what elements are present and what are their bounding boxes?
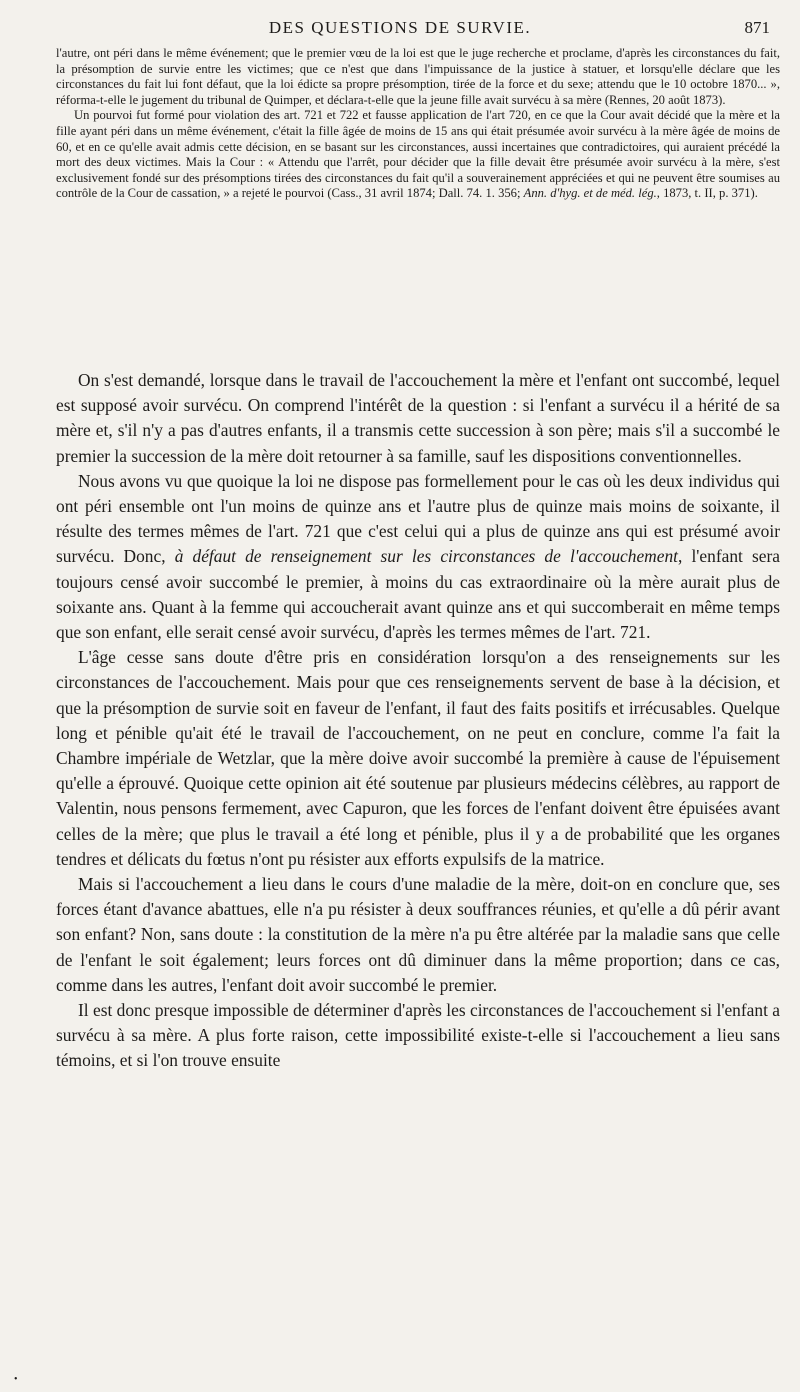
page-header (0, 18, 800, 42)
paragraph-2-emphasis: à défaut de renseignement sur les circonstances de l'accouchement (174, 546, 678, 567)
paragraph-2-text-b: , l'enfant sera toujours censé avoir succombé le premier, à moins du cas extraordinaire où la mère aurait plus de soixante ans. Quant à la femme qui accoucherait avant quinze ans et qui succomberait en même temps que son enfant, elle serait censé avoir survécu, d'après les termes mêmes de l'art. 721. (56, 546, 780, 643)
footnote-block (56, 46, 780, 202)
paragraph-1: On s'est demandé, lorsque dans le travail de l'accouchement la mère et l'enfant ont succombé, lequel est supposé avoir survécu. On comprend l'intérêt de la question : si l'enfant a survécu il a hérité de sa mère et, s'il n'y a pas d'autres enfants, il a transmis cette succession à son père; mais s'il a succombé le premier la succession de la mère doit retourner à sa famille, sauf les dispositions conventionnelles. (56, 370, 780, 466)
small-paragraph-2 (56, 108, 780, 202)
journal-reference: Ann. d'hyg. et de méd. lég. (523, 186, 657, 201)
paragraph-3: L'âge cesse sans doute d'être pris en considération lorsqu'on a des renseignements sur les circonstances de l'accouchement. Mais pour que ces renseignements servent de base à la décision, et que la présomption de survie soit en faveur de l'enfant, il faut des faits positifs et irrécusables. Quelque long et pénible qu'ait été le travail de l'accouchement, on ne peut en conclure, comme l'a fait la Chambre impériale de Wetzlar, que la mère doive avoir succombé la première à cause de l'épuisement qu'elle a éprouvé. Quoique cette opinion ait été soutenue par plusieurs médecins célèbres, au rapport de Valentin, nous pensons fermement, avec Capuron, que les forces de l'enfant doivent être épuisées avant celles de la mère; que plus le travail a été long et pénible, plus il y a de probabilité que les organes tendres et délicats du fœtus n'ont pu résister aux efforts expulsifs de la matrice. (56, 647, 780, 869)
main-text (56, 368, 780, 1074)
page-number: 871 (744, 18, 770, 37)
small-paragraph-2-end: , 1873, t. II, p. 371). (656, 186, 758, 201)
paragraph-4: Mais si l'accouchement a lieu dans le cours d'une maladie de la mère, doit-on en conclure que, ses forces étant d'avance abattues, elle n'a pu résister à deux souffrances réunies, et qu'elle a dû périr avant son enfant? Non, sans doute : la constitution de la mère n'a pu être altérée par la maladie sans que celle de l'enfant le soit également; leurs forces ont dû diminuer dans la même proportion; dans ce cas, comme dans les autres, l'enfant doit avoir succombé le premier. (56, 874, 780, 995)
small-paragraph-2-text: Un pourvoi fut formé pour violation des art. 721 et 722 et fausse application de l'art 720, en ce que la Cour avait décidé que la mère et la fille ayant péri dans un même événement, c'était la fille âgée de moins de 15 ans qui était présumée avoir survécu à la mère âgée de moins de 60, et en ce qu'elle avait admis cette décision, en se basant sur les circonstances, aussi incertaines que contradictoires, qui auraient précédé la mort des deux victimes. Mais la Cour : « Attendu que l'arrêt, pour décider que la fille devait être présumée avoir survécu à la mère, s'est exclusivement fondé sur des présomptions tirées des circonstances du fait qu'il a souverainement appréciées et qui ne peuvent être soumises au contrôle de la Cour de cassation, » a rejeté le pourvoi (Cass., 31 avril 1874; Dall. 74. 1. 356; (56, 108, 780, 201)
page-mark: • (14, 1374, 18, 1385)
running-title: DES QUESTIONS DE SURVIE. (268, 18, 532, 37)
paragraph-5: Il est donc presque impossible de déterminer d'après les circonstances de l'accouchement si l'enfant a survécu à sa mère. A plus forte raison, cette impossibilité existe-t-elle si l'accouchement a lieu sans témoins, et si l'on trouve ensuite (56, 1000, 780, 1071)
paragraph-2-text-a: Nous avons vu que quoique la loi ne dispose pas formellement pour le cas où les deux individus qui ont péri ensemble ont l'un moins de quinze ans et l'autre plus de quinze mais moins de soixante, il résulte des termes mêmes de l'art. 721 que c'est celui qui a plus de quinze ans qui est présumé avoir survécu. Donc, (56, 470, 780, 567)
small-paragraph-1: l'autre, ont péri dans le même événement; que le premier vœu de la loi est que le juge recherche et proclame, d'après les circonstances du fait, la présomption de survie entre les victimes; que ce n'est que dans l'impuissance de la justice à statuer, et lorsqu'elle déclare que les circonstances du fait lui font défaut, que la loi édicte sa propre présomption, tirée de la force et du sexe; attendu que le 10 octobre 1870... », réforma-t-elle le jugement du tribunal de Quimper, et déclara-t-elle que la jeune fille avait survécu à sa mère (Rennes, 20 août 1873). (56, 46, 780, 107)
paragraph-2 (56, 469, 780, 645)
